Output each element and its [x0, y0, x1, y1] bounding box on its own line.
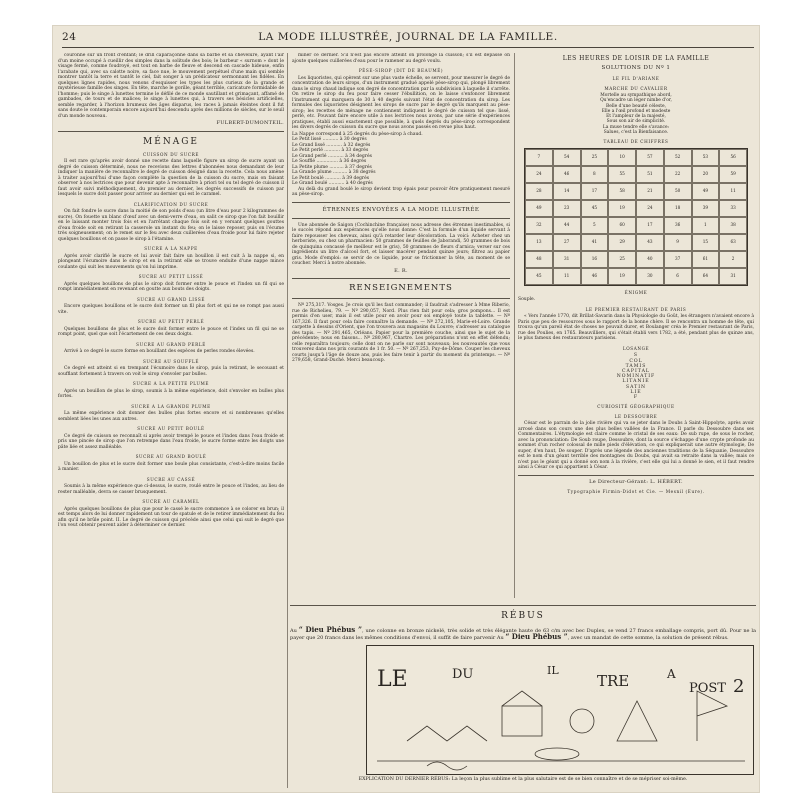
degree-outro: Au delà du grand boulé le sirop devient trop épais pour pouvoir être pratiquement mesuré au pèse-sirop.	[292, 186, 510, 197]
rebus-illustration	[366, 645, 754, 775]
rebus-desc-end: , avec un mandat de cette somme, la solution de présent rébus.	[567, 635, 729, 642]
table-cell: 37	[664, 251, 692, 268]
poem-subtitle: MARCHE DU CAVALIER	[604, 85, 668, 91]
poem-line: Salues, c'est la Bienfaisance.	[603, 130, 669, 136]
losange-row: S	[633, 353, 639, 359]
author-signature: FULBERT-DUMONTEIL.	[216, 120, 284, 126]
table-cell: 46	[581, 268, 609, 285]
table-cell: 9	[664, 234, 692, 251]
table-title: TABLEAU DE CHIFFRES	[603, 139, 669, 145]
number-table	[524, 148, 748, 286]
poem-line: La muse tendre elle s'avance:	[602, 124, 670, 130]
section-rule	[292, 202, 510, 203]
losange-row: SATIN	[625, 384, 647, 390]
table-cell: 39	[692, 200, 720, 217]
table-cell: 38	[719, 217, 747, 234]
table-cell: 56	[719, 149, 747, 166]
subheading: SUCRE AU PETIT LISSÉ	[138, 274, 204, 279]
etrennes-signature: E. R.	[394, 267, 408, 274]
paragraph: Encore quelques bouillons et le sucre doit former un fil plus fort et qui ne se rompt pas aussi vite.	[58, 304, 284, 315]
table-cell: 27	[553, 234, 581, 251]
table-cell: 18	[664, 200, 692, 217]
subheading: SUCRE AU PETIT PERLÉ	[137, 319, 205, 324]
rebus-text-il: IL	[547, 664, 559, 677]
losange-row: CAPITAL	[622, 368, 650, 374]
column-left	[58, 53, 284, 788]
rebus-flag-sketch	[697, 691, 727, 741]
rebus-mountain-sketch	[617, 701, 657, 741]
losange-row: COL	[629, 358, 643, 364]
section-rule	[292, 278, 510, 279]
paragraph: Les liquoristes, qui opèrent sur une plus vaste échelle, se servent, pour mesurer le degré de concentration de leurs sirops, d'un instrument gradué appelé pèse-sirop qui, plongé librement dans le sirop chaud indique son degré de concentration par la subdivision à laquelle il s'arrête. On retire le sirop du feu pour faire cesser l'ébullition, on le laisse s'enfoncer librement l'instrument qui marquera de 30 à 40 degrés suivant l'état de concentration du sirop. Les formules des liquoristes désignent les sirops de sucre par le degré qu'ils marquent au pèse-sirop; les recettes de ménage ne contiennent indiquent le degré de cuisson tel que: lissé, perlé, etc. Pouvant faire encore utile à nos lectrices nous avons, par une série d'expériences pratiques, établi aussi exactement que possible, à quels degrés du pèse-sirop correspondent les divers degrés de cuisson du sucre que nous avons passés en revue plus haut.	[292, 75, 510, 130]
table-cell: 60	[608, 217, 636, 234]
subheading: SUCRE AU GRAND PERLÉ	[136, 341, 206, 347]
table-cell: 16	[581, 251, 609, 268]
degree-item: La Petite plume .......... à 37 degrés	[292, 164, 372, 170]
section-rule	[292, 298, 510, 299]
subheading: CUISSON DU SUCRE	[142, 151, 200, 157]
curiosite-subtitle: LE DESSOUBRE	[614, 413, 658, 419]
paragraph: Arrivé à ce degré le sucre forme en bouillant des espèces de perles rondes élevées.	[64, 349, 255, 354]
column-middle	[292, 53, 510, 598]
rebus-text-tre: TRE	[597, 672, 630, 690]
curiosite-title: CURIOSITÉ GÉOGRAPHIQUE	[597, 404, 675, 410]
table-cell: 8	[581, 166, 609, 183]
table-cell: 36	[664, 217, 692, 234]
rebus-boat-sketch	[535, 748, 579, 760]
paragraph: Quelques bouillons de plus et le sucre doit former entre le pouce et l'index un fil qui ne se rompt point, quel que soit l'écartement de ces deux doigts.	[58, 326, 284, 337]
renseignements-title: RENSEIGNEMENTS	[349, 283, 453, 293]
paragraph: La même expérience doit donner des bulles plus fortes encore et si nombreuses qu'elles semblent liées les unes aux autres.	[58, 411, 284, 422]
column-divider-right	[514, 53, 515, 598]
table-cell: 19	[608, 268, 636, 285]
table-cell: 49	[525, 200, 553, 217]
subheading: SUCRE AU CARAMEL	[142, 499, 200, 504]
table-cell: 5	[581, 217, 609, 234]
table-cell: 45	[525, 268, 553, 285]
table-cell: 63	[719, 234, 747, 251]
table-cell: 25	[608, 251, 636, 268]
rebus-desc-prefix: Au	[290, 628, 297, 634]
subheading: SUCRE AU GRAND LISSÉ	[136, 296, 206, 302]
rebus-rule	[290, 605, 756, 606]
page-header	[62, 31, 754, 47]
rebus-description	[290, 627, 756, 642]
newspaper-page	[52, 25, 760, 793]
degree-list	[292, 137, 510, 187]
table-cell: 11	[719, 183, 747, 200]
paragraph: Après quelques bouillons de plus que pour le cassé le sucre commence à se colorer en brun; il est temps alors de lui donner rapidement un tour de spatule et de le retirer immédiatement du feu afin qu'il ne brûle point. II. Le degré de cuisson qui précède ainsi que celui qui suit le degré que l'on veut obtenir peuvent aider à déterminer ce dernier.	[58, 506, 284, 528]
paragraph: Soumis à la même expérience que ci-dessus, le sucre, roulé entre le pouce et l'index, au lieu de rester malléable, devra se casser brusquement.	[58, 484, 284, 495]
table-cell: 21	[636, 183, 664, 200]
rebus-text-le: LE	[377, 667, 408, 692]
solutions-subtitle: SOLUTIONS DU Nº 1	[601, 65, 671, 71]
losange-row: TAMIS	[625, 363, 647, 369]
subheading: SUCRE A LA GRANDE PLUME	[131, 403, 211, 409]
table-cell: 10	[608, 149, 636, 166]
table-cell: 25	[581, 149, 609, 166]
table-cell: 28	[525, 183, 553, 200]
table-cell: 23	[553, 200, 581, 217]
section-rule	[58, 131, 284, 132]
losange-row: F	[633, 395, 639, 400]
rebus-squiggle	[427, 762, 467, 770]
rebus-text-2: 2	[733, 676, 745, 697]
paragraph: miner ce dernier. S'il n'est pas encore atteint on prolonge la cuisson; s'il est dépassé on ajoute quelques cuillerées d'eau pour le ramener au degré voulu.	[292, 53, 510, 64]
table-cell: 6	[664, 268, 692, 285]
enigme-answer: Souple.	[518, 297, 536, 303]
paragraph: Après quelques bouillons de plus le sirop doit former entre le pouce et l'index un fil qui se rompt immédiatement en revenant en goutte aux bouts des doigts.	[58, 281, 284, 292]
table-cell: 15	[692, 234, 720, 251]
losange-title: LOSANGE	[622, 345, 650, 351]
losange-row: LITANIE	[622, 379, 650, 385]
poem-line: Qu'encadre un léger nimbe d'or,	[600, 98, 672, 104]
subheading: SUCRE A LA PETITE PLUME	[132, 381, 210, 386]
brand-name: “ Dieu Phébus ”	[298, 625, 363, 634]
rebus-desc-rest: , une colonne en bronze nickelé, très solide et très élégante haute de 63 c/m avec bec Duplex, se vend 27 francs emballage compris, port dû. Pour ne la payer que 20 francs dans les mêmes conditions d'envoi, il suffit de faire parvenir Au	[290, 628, 756, 642]
rebus-circle-sketch	[570, 709, 594, 733]
table-cell: 2	[719, 251, 747, 268]
subheading: SUCRE AU SOUFFLÉ	[142, 358, 200, 364]
paragraph: Ce degré est atteint si en trempant l'écumoire dans le sirop, puis la retirant, le secouant et soufflant fortement à travers on voit le sirop s'envoler par bulles.	[58, 366, 284, 377]
table-cell: 58	[608, 183, 636, 200]
rebus-section	[290, 605, 756, 783]
table-cell: 24	[636, 200, 664, 217]
subheading: SUCRE A LA NAPPE	[144, 246, 198, 251]
printer-line: Typographie Firmin-Didot et Cie. — Mesnil (Eure).	[567, 489, 705, 495]
journal-title: LA MODE ILLUSTRÉE, JOURNAL DE LA FAMILLE.	[258, 31, 558, 43]
loisir-title: LES HEURES DE LOISIR DE LA FAMILLE	[562, 55, 710, 62]
paragraph: Ce degré de cuisson se reconnaît si après avoir trempé le pouce et l'index dans l'eau froide et pris une pincée de sirop que l'on retrempe dans l'eau froide, le sucre forme entre les doigts une pâte liée et assez malléable.	[58, 433, 284, 450]
table-cell: 13	[525, 234, 553, 251]
degree-item: Le Petit boulé ........... à 39 degrés	[292, 175, 370, 181]
restaurant-title: LE PREMIER RESTAURANT DE PARIS	[585, 306, 687, 312]
table-cell: 17	[636, 217, 664, 234]
table-cell: 33	[719, 200, 747, 217]
degree-item: Le Petit lissé ........... à 30 degrés	[292, 137, 367, 142]
table-cell: 49	[692, 183, 720, 200]
header-rule	[62, 47, 754, 48]
subheading: SUCRE AU GRAND BOULÉ	[135, 454, 207, 459]
degree-item: Le Grand perlé ........... à 34 degrés	[292, 153, 372, 159]
table-cell: 32	[525, 217, 553, 234]
enigme-title: ÉNIGME	[624, 289, 648, 295]
table-cell: 17	[581, 183, 609, 200]
table-cell: 54	[553, 149, 581, 166]
etrennes-title: ÉTRENNES ENVOYÉES A LA MODE ILLUSTRÉE	[322, 206, 480, 213]
poem-line: Elle a l'œil profond et modeste	[601, 108, 671, 114]
section-rule	[518, 475, 754, 476]
table-cell: 29	[608, 234, 636, 251]
rebus-text-du: DU	[452, 667, 474, 682]
degree-item: Le Petit perlé ........... à 33 degrés	[292, 148, 369, 153]
table-cell: 40	[636, 251, 664, 268]
intro-text: couronne sur un front d'enfant; le drill caparaçonné dans sa barbe et sa chevelure, ayant l'air d'un moine occupé à cueillir des simples dans la solitude des bois; le barbeur « surnom » dont le visage fermé, comme foudroyé, est tout en barbe de fleuve et descend en cascade hideuse, enfin l'arabate qui, avec sa calotte noire, sa face nue, le mouvement perpétuel d'une main qui semble montrer tantôt la terre et tantôt le ciel, fait songer à un prédicateur sermonnant les fidèles. En quelques lignes rapides, nous venons d'esquisser les types les plus curieux de la grande et mystérieuse famille des singes. En tête, marche le gorille, géant terrible, caricature formidable de l'homme; puis le singe à lunettes termine le défilé de ce monde sautillant et grimaçant, affamé de gambades, de tours et de malices; le singe à lunettes qui, à travers ses bésicles artificielles, semble regarder, à l'horizon brumeux des âges disparus, les races à jamais éteintes dont il fut sans doute le contemporain encore aujourd'hui descendu après des millions de siècles, sur le seuil d'un monde nouveau.	[58, 53, 284, 119]
rebus-explanation: EXPLICATION DU DERNIER RÉBUS: La leçon la plus sublime et la plus salutaire est de se bien connaître et de se mépriser soi-même.	[358, 777, 688, 782]
losange-puzzle	[518, 353, 754, 400]
table-cell: 24	[525, 166, 553, 183]
subheading: SUCRE AU CASSÉ	[146, 476, 196, 482]
poem-line: Mortelle au sympathique abord,	[600, 93, 672, 98]
table-cell: 43	[636, 234, 664, 251]
poem-line: Et l'ampleur de la majesté,	[606, 114, 666, 120]
poem	[518, 93, 754, 135]
table-cell: 46	[553, 166, 581, 183]
degree-item: Le Grand boulé ........... à 40 degrés	[292, 181, 373, 186]
director-line: Le Directeur-Gérant: L. HÉBERT.	[589, 478, 683, 485]
table-cell: 41	[581, 234, 609, 251]
degree-item: Le Soufflé ............... à 36 degrés	[292, 159, 367, 164]
table-cell: 31	[719, 268, 747, 285]
table-cell: 52	[664, 149, 692, 166]
degree-item: La Grande plume .......... à 38 degrés	[292, 170, 376, 175]
table-cell: 59	[719, 166, 747, 183]
paragraph: On fait fondre le sucre dans la moitié de son poids d'eau (un litre d'eau pour 2 kilogrammes de sucre). On fouette un blanc d'œuf avec un demi-verre d'eau, on salit ce sirop que l'on fait bouillir en le laissant monter trois fois et en l'arrêtant chaque fois soit en y versant quelques gouttes d'eau froide soit en retirant la casserole un instant du feu; on le laisse reposer, puis on l'écume très soigneusement; on le remet sur le feu avec deux cuillerées d'eau froide pour lui faire rejeter quelques bouillons et on passe le sirop à l'étamine.	[58, 209, 284, 242]
renseignements-text: Nº 275,317. Vosges. Je crois qu'il les faut commander; il faudrait s'adresser à Mme Riberio, rue de Richelieu, 79. — Nº 290,057, Nord. Plus rien fait pour cela; gros pompons... Il est permis d'en user, mais il est utile pour en avoir pour soi employé toute la tablette. — Nº 167,326. Il faut pour cela faire connaître la demande. — Nº 272,105, Marie-et-Loire. Grande carpette à dessins d'Orient, que l'on trouvera aux magasins du Louvre; s'adresser au catalogue des tapis. — Nº 291,465, Orléans. Papier pour la première couche, ainsi que le sujet de la précédente; nous en faisons... Nº 280,967, Chartre. Les préparations n'ont en effet défendu; celle reparaîtra toujours; celle dont on ne parle sur sont nouveaux; les nouveautés que vous trouverez dans nos prix courants de 1 fr. 50. — Nº 267,253, Puy-de-Dôme. Couper les cheveux courts jusqu'à l'âge de douze ans, puis les faire tenir à partir du moment du printemps. — Nº 279,658, Grand-Duché. Merci beaucoup.	[292, 303, 510, 363]
table-cell: 55	[608, 166, 636, 183]
poem-line: Belle d'une beauté céleste,	[606, 103, 666, 109]
paragraph: Un bouillon de plus et le sucre doit former une boule plus consistante, c'est-à-dire moins facile à manier.	[58, 461, 284, 472]
subheading: CLARIFICATION DU SUCRE	[133, 201, 209, 207]
rebus-drawing	[367, 646, 755, 776]
table-cell: 20	[692, 166, 720, 183]
poem-title: LE FIL D'ARIANE	[612, 76, 660, 81]
table-cell: 14	[553, 183, 581, 200]
table-cell: 31	[553, 251, 581, 268]
table-cell: 19	[608, 200, 636, 217]
table-cell: 53	[692, 149, 720, 166]
table-cell: 64	[692, 268, 720, 285]
table-cell: 30	[636, 268, 664, 285]
table-cell: 57	[636, 149, 664, 166]
column-right	[518, 53, 754, 598]
table-cell: 11	[553, 268, 581, 285]
table-cell: 1	[692, 217, 720, 234]
losange-row: NOMINATIF	[616, 374, 656, 380]
brand-name: “ Dieu Phébus ”	[505, 632, 568, 642]
rebus-house-sketch	[502, 706, 542, 736]
subheading: SUCRE AU PETIT BOULÉ	[137, 426, 205, 431]
table-cell: 51	[636, 166, 664, 183]
etrennes-text: Une abonnée de Saigon (Cochinchine française) nous adresse des étrennes inestimables, si le succès répond aux espérances qu'elle nous donne: C'est la formule d'un liquide servant à faire repousser les cheveux, ainsi qu'à retarder leur décoloration. La voici: Acheter chez un herboriste, ou chez un pharmacien: 50 grammes de feuilles de Jaborandi, 50 grammes de bois de quinquina concassé (le meilleur est le gris), 50 grammes de fleurs d'arnica; verser sur ces ingrédients un litre d'alcool fort, et laisser macérer pendant quinze jours; filtrez au papier gris. Mode d'emploi: se servir de ce liquide, pour se frictionner la tête, au moment de se coucher. Merci à notre abonnée.	[292, 222, 510, 266]
table-cell: 61	[692, 251, 720, 268]
table-cell: 44	[553, 217, 581, 234]
table-cell: 7	[525, 149, 553, 166]
rebus-title: RÉBUS	[501, 611, 545, 621]
page-number: 24	[62, 31, 77, 43]
paragraph: Après avoir clarifié le sucre et lui avoir fait faire un bouillon il est cuit à la nappe si, en plongeant l'écumoire dans le sirop et en la retirant elle se trouve enduite d'une nappe mince coulante qui suit les mouvements qu'on lui imprime.	[58, 253, 284, 270]
rebus-text-post: POST	[689, 681, 726, 696]
table-cell: 50	[664, 183, 692, 200]
table-cell: 45	[581, 200, 609, 217]
menage-title: MÉNAGE	[143, 136, 199, 147]
degree-intro: La Nappe correspond à 25 degrés du pèse-sirop à chaud.	[292, 131, 423, 137]
paragraph: Après un bouillon de plus le sirop, soumis à la même expérience, doit s'envoler en bulles plus fortes.	[58, 388, 284, 399]
losange-row: LIE	[630, 389, 642, 395]
rebus-roof-sketch	[502, 691, 542, 706]
table-cell: 22	[664, 166, 692, 183]
rebus-waves	[407, 726, 487, 741]
rebus-text-a: A	[667, 667, 676, 681]
table-cell: 48	[525, 251, 553, 268]
restaurant-text: « Vers l'année 1770, dit Brillat-Savarin dans la Physiologie du Goût, les étrangers n'avaient encore à Paris que peu de ressources sous le rapport de la bonne chère. Il se rencontra un homme de tête, qui trouva qu'un pareil état de choses ne pouvait durer, et Boulanger créa le Premier restaurant de Paris, rue des Poulies, en 1765. Beauvilliers, qui s'était établi vers 1782, a été, pendant plus de quinze ans, le plus fameux des restaurateurs parisiens.	[518, 314, 754, 342]
subheading: PÈSE-SIROP (DIT DE BEAUMÉ)	[358, 68, 444, 73]
column-divider-left	[287, 53, 288, 788]
degree-item: Le Grand lissé ........... à 32 degrés	[292, 142, 371, 148]
section-rule	[292, 218, 510, 219]
poem-line: Sous son air de simplicité.	[606, 119, 666, 125]
curiosite-text: César est le parrain de la jolie rivière qui va se jeter dans le Doubs à Saint-Hippolyte, après avoir arrosé dans son cours une des plus belles vallées de la France. Il parle du Dessoubre dans ses Commentaires. L'étymologie est claire comme le cristal de ses eaux: De sub rupe, de sous le rocher, avec la prononciation: De Soub roupe, Dessoubre, dont la source s'échappe d'une crypte profonde au sommet d'un rocher colossal de mille pieds d'élévation, ce qui expliquerait une autre étymologie, De super, d'en haut, De souper. D'après une légende des anciennes traditions de la Séquanie, Dessoubre est le nom d'un géant terrible des montagnes du Doubs, qui avait sa retraite dans la vallée; mais ce n'est pas le géant qui a donné son nom à la rivière, c'est elle qui lui a donné le sien, et il faut rendre ainsi à César ce qui appartient à César.	[518, 421, 754, 471]
paragraph: Il est rare qu'après avoir donné une recette dans laquelle figure un sirop de sucre ayant un degré de cuisson déterminé, nous ne recevions des lettres d'abonnées nous demandant de leur indiquer la manière de reconnaître le degré de cuisson désigné dans la recette. Cela nous amène à traiter aujourd'hui d'une façon complète la question de la cuisson du sucre, mais on faisant observer à nos lectrices que pour devenir apte à reconnaître à priori tel ou tel degré de cuisson il faut avoir suivi méthodiquement, du premier au dernier, les degrés successifs de cuisson par lesquels le sucre doit passer pour arriver au dernier qui est le caramel.	[58, 159, 284, 197]
